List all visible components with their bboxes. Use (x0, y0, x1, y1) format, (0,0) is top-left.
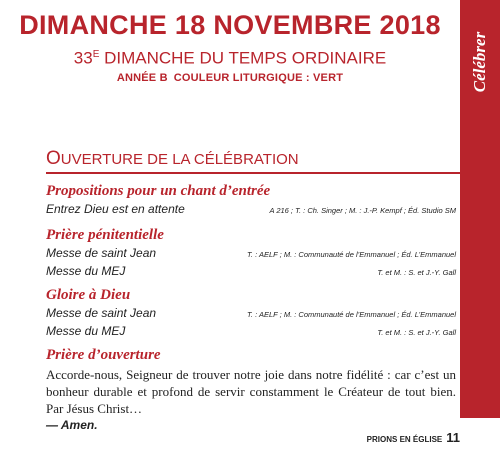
subtitle-number: 33 (73, 48, 93, 68)
section-divider (46, 172, 460, 174)
gloria-block (46, 286, 456, 341)
subtitle-superscript: E (92, 49, 100, 60)
sidebar-band (460, 0, 500, 418)
list-item (46, 323, 456, 341)
gloria-heading: Gloire à Dieu (46, 287, 131, 303)
list-item (46, 245, 456, 263)
liturgical-year: ANNÉE B (116, 71, 168, 84)
section-title (46, 148, 299, 171)
liturgical-color: COULEUR LITURGIQUE : VERT (173, 71, 344, 84)
amen-response: — Amen. (46, 418, 98, 432)
song-credit: T. et M. : S. et J.-Y. Gall (377, 268, 456, 277)
sidebar-label: Célébrer (470, 31, 489, 93)
page-number: 11 (446, 430, 460, 445)
song-credit: T. : AELF ; M. : Communauté de l’Emmanuel ; Éd. L’Emmanuel (247, 250, 456, 259)
section-title-initial: O (46, 148, 61, 169)
song-credit: A 216 ; T. : Ch. Singer ; M. : J.-P. Kempf ; Éd. Studio SM (269, 206, 456, 215)
publication-name: PRIONS EN ÉGLISE (366, 435, 443, 444)
page-footer (367, 430, 460, 445)
song-credit: T. : AELF ; M. : Communauté de l’Emmanuel ; Éd. L’Emmanuel (247, 310, 456, 319)
section-title-rest: UVERTURE DE LA CÉLÉBRATION (60, 151, 299, 168)
entrance-song-block (46, 182, 456, 219)
opening-prayer-block (46, 346, 456, 433)
song-title: Messe de saint Jean (46, 246, 157, 260)
song-title: Messe du MEJ (46, 264, 126, 278)
sidebar-label-container (460, 12, 500, 112)
page-subtitle (0, 44, 460, 70)
list-item (46, 305, 456, 323)
entrance-heading: Propositions pour un chant d’entrée (46, 183, 271, 199)
opening-prayer-text: Accorde-nous, Seigneur de trouver notre joie dans notre fidélité : car c’est un bonheur durable et profond de servir constamment le Créateur de tout bien. Par Jésus Christ… (46, 367, 456, 416)
page-title: DIMANCHE 18 NOVEMBRE 2018 (19, 10, 441, 40)
penitential-block (46, 226, 456, 281)
list-item (46, 263, 456, 281)
list-item (46, 201, 456, 219)
song-credit: T. et M. : S. et J.-Y. Gall (377, 328, 456, 337)
song-title: Messe du MEJ (46, 324, 126, 338)
song-title: Messe de saint Jean (46, 306, 157, 320)
subtitle-text: DIMANCHE DU TEMPS ORDINAIRE (99, 48, 387, 68)
song-title: Entrez Dieu est en attente (46, 202, 185, 216)
liturgical-meta (0, 72, 460, 84)
opening-heading: Prière d’ouverture (46, 347, 161, 363)
page-header (0, 8, 460, 84)
penitential-heading: Prière pénitentielle (46, 227, 164, 243)
